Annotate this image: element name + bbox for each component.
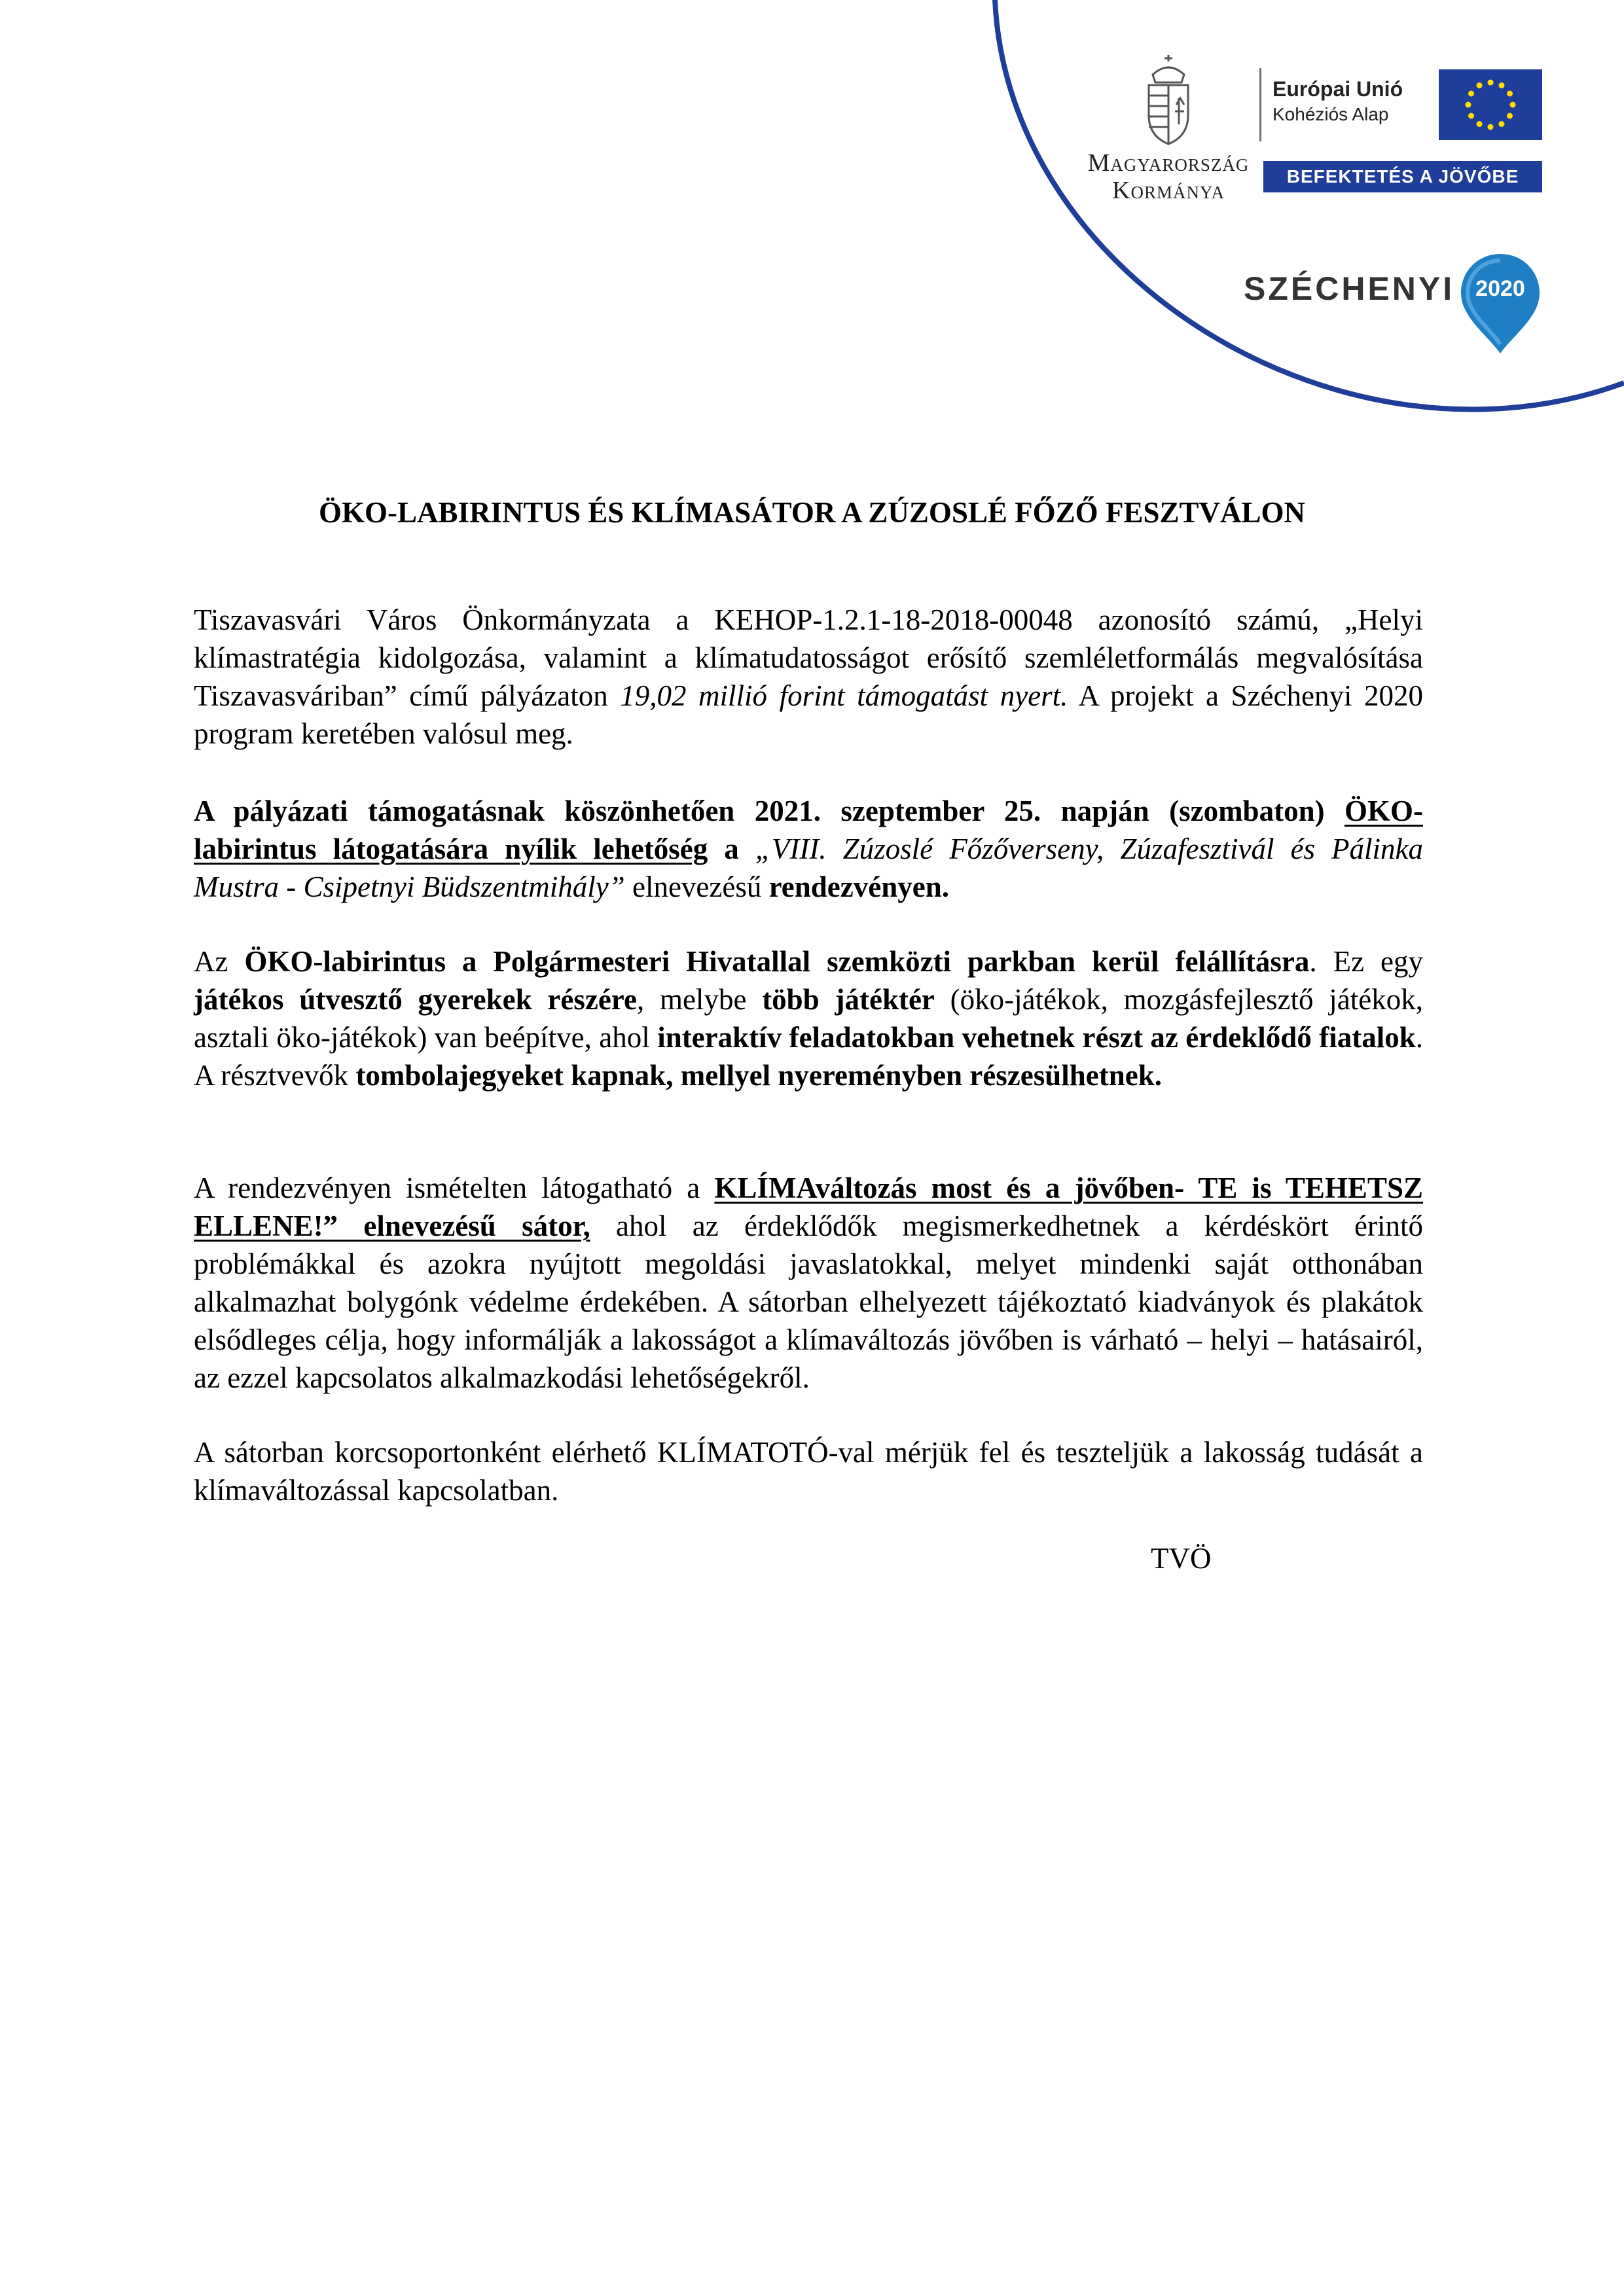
invest-in-future-banner: BEFEKTETÉS A JÖVŐBE [1263, 161, 1542, 192]
paragraph-labyrinth [194, 942, 1423, 1094]
text: rendezvényen. [768, 870, 949, 903]
labyrinth-location: ÖKO-labirintus a Polgármesteri Hivatallal szemközti parkban kerül felállításra [244, 945, 1310, 978]
climate-tent-name: KLÍMAváltozás most és a jövőben- TE is TEHETSZ ELLENE!” elnevezésű sátor, [194, 1172, 1423, 1242]
grant-amount: 19,02 millió forint támogatást nyert. [620, 679, 1068, 712]
paragraph-climate-tent [194, 1169, 1423, 1397]
paragraph-climate-quiz: A sátorban korcsoportonként elérhető KLÍMATOTÓ-val mérjük fel és teszteljük a lakosság tudását a klímaváltozással kapcsolatban. [194, 1436, 1423, 1507]
text: elnevezésű [624, 870, 769, 903]
logo-divider [1259, 68, 1261, 141]
text: , melybe [636, 983, 763, 1016]
text: interaktív feladatokban vehetnek részt az érdeklődő fiatalok [657, 1021, 1416, 1054]
text: játékos útvesztő gyerekek részére [194, 983, 637, 1016]
text: A projekt a Széchenyi 2020 program keretében valósul meg. [194, 679, 1423, 750]
paragraph-event-date [194, 792, 1423, 906]
eu-name: Európai Unió [1272, 77, 1403, 101]
szechenyi-year: 2020 [1475, 276, 1525, 301]
text: (öko-játékok, mozgásfejlesztő játékok, asztali öko-játékok) van beépítve, ahol [194, 983, 1423, 1054]
text: . A résztvevők [194, 1021, 1423, 1092]
government-name-line1: Magyarország [1087, 149, 1250, 177]
government-name-line2: Kormánya [1112, 177, 1225, 204]
text: A rendezvényen ismételten látogatható a [194, 1172, 715, 1204]
document-title: ÖKO-LABIRINTUS ÉS KLÍMASÁTOR A ZÚZOSLÉ FŐZŐ FESZTVÁLON [318, 496, 1306, 529]
text: a [708, 833, 755, 865]
event-date-text: A pályázati támogatásnak köszönhetően 2021. szeptember 25. napján (szombaton) [194, 795, 1344, 827]
text: több játéktér [762, 983, 935, 1016]
labyrinth-visit-text: ÖKO-labirintus látogatására nyílik lehetőség [194, 795, 1423, 865]
header-arc-decoration [0, 0, 1624, 458]
text: . Ez egy [1309, 945, 1423, 978]
text: ahol az érdeklődők megismerkedhetnek a kérdéskört érintő problémákkal és azokra nyújtott megoldási javaslatokkal, melyet mindenki saját otthonában alkalmazhat bolygónk védelme érdekében. A sátorban elhelyezett tájékoztató kiadványok és plakátok elsődleges célja, hogy informálják a lakosságot a klímaváltozás jövőben is várható – helyi – hatásairól, az ezzel kapcsolatos alkalmazkodási lehetőségekről. [194, 1210, 1423, 1394]
paragraph-project-intro [194, 601, 1423, 753]
signature: TVÖ [1151, 1542, 1212, 1575]
coat-of-arms-icon [1138, 52, 1199, 149]
eu-text-block [1272, 76, 1403, 127]
text: Az [194, 945, 245, 978]
szechenyi-logo-text: SZÉCHENYI [1244, 270, 1455, 307]
eu-flag-icon [1439, 69, 1542, 140]
map-pin-icon [1458, 251, 1542, 356]
text: tombolajegyeket kapnak, mellyel nyereményben részesülhetnek. [355, 1059, 1163, 1092]
text: Tiszavasvári Város Önkormányzata a KEHOP-1.2.1-18-2018-00048 azonosító számú, „Helyi klímastratégia kidolgozása, valamint a klímatudatosságot erősítő szemléletformálás megvalósítása Tiszavasváriban” című pályázaton [194, 603, 1423, 712]
event-name: „VIII. Zúzoslé Főzőverseny, Zúzafesztivál és Pálinka Mustra - Csipetnyi Büdszentmihály” [194, 833, 1424, 903]
hungarian-government-logo [1087, 52, 1250, 204]
eu-fund-name: Kohéziós Alap [1272, 104, 1389, 124]
